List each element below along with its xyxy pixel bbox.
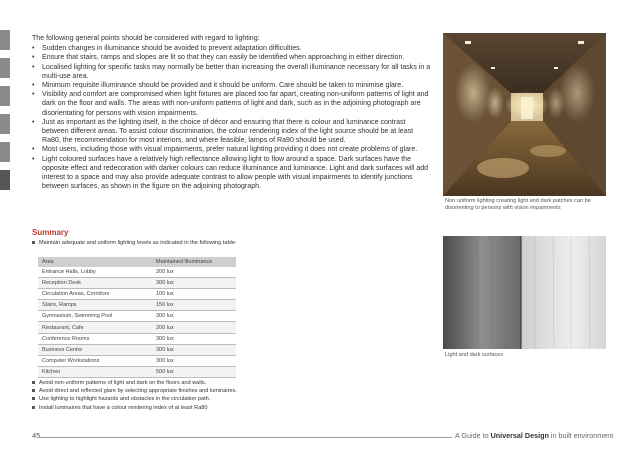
table-row bbox=[38, 267, 236, 278]
table-cell-value: 300 lux bbox=[152, 278, 236, 289]
table-header-area: Area bbox=[38, 257, 152, 267]
table-cell-area: Conference Rooms bbox=[38, 333, 152, 344]
table-row bbox=[38, 344, 236, 355]
table-row bbox=[38, 355, 236, 366]
list-item: • Visibility and comfort are compromised when light fixtures are placed too far apart, creating non-uniform patterns of light and dark on the floor and walls. The areas with non-uniform patterns of light and dark, such as in the adjoining photograph are disorientating for persons with vision impairments. bbox=[32, 90, 432, 118]
sidebar-mark bbox=[0, 58, 10, 78]
table-cell-value: 300 lux bbox=[152, 311, 236, 322]
square-bullet-icon bbox=[32, 381, 35, 384]
table-cell-area: Reception Desk bbox=[38, 278, 152, 289]
list-item: • Minimum requisite illuminance should be provided and it should be uniform. Care should be taken to minimise glare. bbox=[32, 81, 432, 90]
sidebar-mark bbox=[0, 142, 10, 162]
table-cell-area: Computer Workstations bbox=[38, 355, 152, 366]
page-number: 45 bbox=[32, 431, 41, 440]
footer-title: A Guide to Universal Design in built environment bbox=[455, 431, 614, 440]
square-bullet-icon bbox=[32, 389, 35, 392]
list-item: • Sudden changes in illuminance should be avoided to prevent adaptation difficulties. bbox=[32, 44, 432, 53]
summary-intro bbox=[32, 240, 242, 248]
square-bullet-icon bbox=[32, 241, 35, 244]
list-item: Install luminaires that have a colour rendering index of at least Ra80 bbox=[32, 404, 332, 412]
footer-divider bbox=[40, 437, 452, 438]
table-cell-value: 300 lux bbox=[152, 355, 236, 366]
table-cell-value: 300 lux bbox=[152, 333, 236, 344]
sidebar-marks bbox=[0, 30, 10, 198]
table-cell-value: 300 lux bbox=[152, 344, 236, 355]
table-row bbox=[38, 289, 236, 300]
surfaces-photo-caption: Light and dark surfaces bbox=[445, 352, 504, 358]
table-cell-value: 200 lux bbox=[152, 267, 236, 278]
table-cell-area: Entrance Halls, Lobby bbox=[38, 267, 152, 278]
list-item: Avoid direct and reflected glare by selecting appropriate finishes and luminaires. bbox=[32, 387, 332, 395]
list-item: • Localised lighting for specific tasks may normally be better than increasing the overall illuminance necessary for all tasks in a multi-use area. bbox=[32, 63, 432, 81]
table-cell-area: Stairs, Ramps bbox=[38, 300, 152, 311]
list-item: • Ensure that stairs, ramps and slopes are lit so that they can easily be identified when approaching in either direction. bbox=[32, 53, 432, 62]
list-item: • Most users, including those with visual impairments, prefer natural lighting providing it does not create problems of glare. bbox=[32, 145, 432, 154]
summary-intro-text: Maintain adequate and uniform lighting levels as indicated in the following table: bbox=[39, 240, 237, 246]
intro-paragraph: The following general points should be considered with regard to lighting: bbox=[32, 35, 260, 42]
table-cell-value: 500 lux bbox=[152, 366, 236, 377]
square-bullet-icon bbox=[32, 406, 35, 409]
table-cell-area: Gymnasium, Swimming Pool bbox=[38, 311, 152, 322]
list-item: Use lighting to highlight hazards and obstacles in the circulation path. bbox=[32, 395, 332, 403]
sidebar-mark-active bbox=[0, 170, 10, 190]
table-cell-value: 150 lux bbox=[152, 300, 236, 311]
table-row bbox=[38, 333, 236, 344]
table-row bbox=[38, 366, 236, 377]
surfaces-photo bbox=[443, 236, 606, 349]
table-row bbox=[38, 278, 236, 289]
table-cell-value: 100 lux bbox=[152, 289, 236, 300]
table-row bbox=[38, 322, 236, 333]
illuminance-table bbox=[38, 257, 236, 378]
summary-heading: Summary bbox=[32, 228, 69, 237]
sidebar-mark bbox=[0, 86, 10, 106]
lighting-points-list bbox=[32, 44, 432, 191]
list-item: • Light coloured surfaces have a relatively high reflectance allowing light to flow around a space. Dark surfaces have the opposite effect and redecoration with darker colours can reduce illuminance and luminance. Light and dark surfaces will add interest to a space and may also provide adequate contrast to allow people with visual impairments to identify junctions between surfaces, as shown in the figure on the adjoining photograph. bbox=[32, 155, 432, 192]
list-item: • Just as important as the lighting itself, is the choice of décor and ensuring that there is colour and luminance contrast between different areas. To assist colour discrimination, the colour rendering index of the light source should be at least Ra80, the recommendation for most interiors, and where feasible, lamps of Ra90 should be used. bbox=[32, 118, 432, 146]
main-text bbox=[32, 34, 432, 191]
list-item: Avoid non-uniform patterns of light and dark on the floors and walls. bbox=[32, 379, 332, 387]
table-header-row bbox=[38, 257, 236, 267]
table-cell-area: Restaurant, Cafe bbox=[38, 322, 152, 333]
table-header-illuminance: Maintained Illuminance bbox=[152, 257, 236, 267]
sidebar-mark bbox=[0, 114, 10, 134]
table-cell-area: Business Centre bbox=[38, 344, 152, 355]
table-cell-value: 200 lux bbox=[152, 322, 236, 333]
corridor-photo-caption: Non uniform lighting creating light and dark patches can be disorienting to persons with vision impairments bbox=[445, 198, 591, 211]
table-row bbox=[38, 311, 236, 322]
table-row bbox=[38, 300, 236, 311]
summary-list bbox=[32, 379, 332, 412]
sidebar-mark bbox=[0, 30, 10, 50]
square-bullet-icon bbox=[32, 397, 35, 400]
corridor-photo bbox=[443, 33, 606, 196]
table-cell-area: Kitchen bbox=[38, 366, 152, 377]
table-cell-area: Circulation Areas, Corridors bbox=[38, 289, 152, 300]
